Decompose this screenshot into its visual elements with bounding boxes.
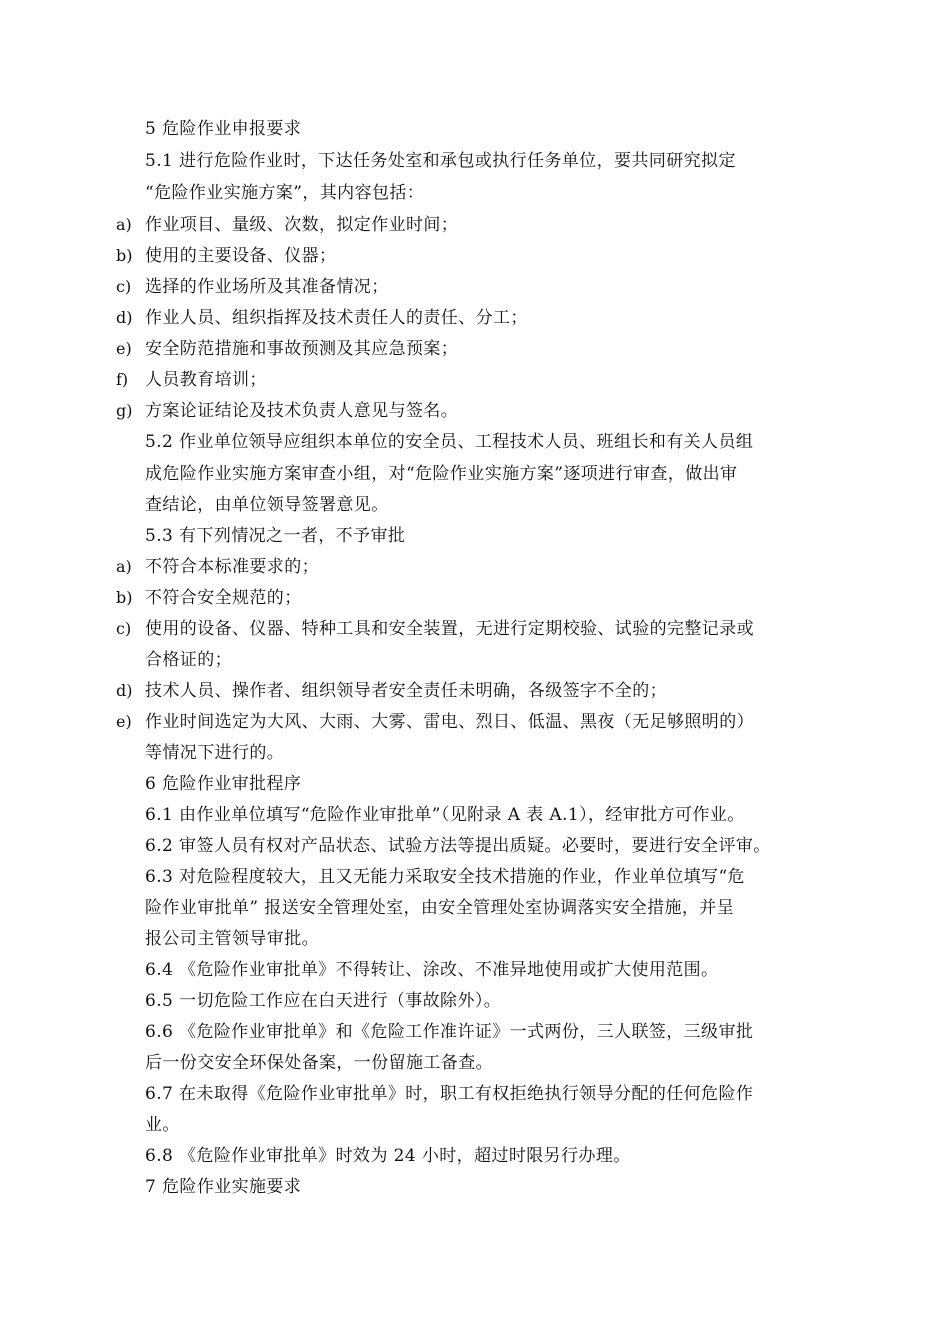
list-item-e: 安全防范措施和事故预测及其应急预案； bbox=[145, 339, 459, 359]
paragraph-6-5: 6.5 一切危险工作应在白天进行（事故除外）。 bbox=[145, 991, 502, 1011]
paragraph-6-3-line-2: 险作业审批单” 报送安全管理处室，由安全管理处室协调落实安全措施，并呈 bbox=[145, 898, 735, 918]
section-7-heading: 7 危险作业实施要求 bbox=[145, 1177, 302, 1197]
list-marker: c) bbox=[116, 277, 132, 296]
paragraph-5-2-line-2: 成危险作业实施方案审查小组，对“危险作业实施方案”逐项进行审查，做出审 bbox=[145, 464, 738, 484]
list-item-a: 不符合本标准要求的； bbox=[145, 557, 319, 577]
list-item-b: 不符合安全规范的； bbox=[145, 588, 302, 608]
list-marker: a) bbox=[116, 557, 132, 576]
section-5-heading: 5 危险作业申报要求 bbox=[145, 119, 302, 139]
list-marker: g) bbox=[116, 401, 133, 420]
list-item-e-line-2: 等情况下进行的。 bbox=[145, 743, 285, 763]
list-marker: d) bbox=[116, 681, 133, 700]
paragraph-6-6-line-1: 6.6 《危险作业审批单》和《危险工作准许证》一式两份，三人联签，三级审批 bbox=[145, 1022, 754, 1042]
list-item-g: 方案论证结论及技术负责人意见与签名。 bbox=[145, 401, 459, 421]
list-marker: f) bbox=[116, 370, 129, 389]
list-marker: b) bbox=[116, 588, 133, 607]
list-item-a: 作业项目、量级、次数，拟定作业时间； bbox=[145, 215, 459, 235]
list-item-d: 作业人员、组织指挥及技术责任人的责任、分工； bbox=[145, 308, 528, 328]
list-item-c-line-2: 合格证的； bbox=[145, 650, 232, 670]
paragraph-5-3: 5.3 有下列情况之一者，不予审批 bbox=[145, 526, 406, 546]
list-item-c-line-1: 使用的设备、仪器、特种工具和安全装置，无进行定期校验、试验的完整记录或 bbox=[145, 619, 754, 639]
list-marker: a) bbox=[116, 215, 132, 234]
list-marker: d) bbox=[116, 308, 133, 327]
paragraph-6-6-line-2: 后一份交安全环保处备案，一份留施工备查。 bbox=[145, 1053, 493, 1073]
list-item-e-line-1: 作业时间选定为大风、大雨、大雾、雷电、烈日、低温、黑夜（无足够照明的） bbox=[145, 712, 754, 732]
list-marker: e) bbox=[116, 339, 132, 358]
paragraph-6-4: 6.4 《危险作业审批单》不得转让、涂改、不准异地使用或扩大使用范围。 bbox=[145, 960, 719, 980]
list-item-c: 选择的作业场所及其准备情况； bbox=[145, 277, 389, 297]
paragraph-5-2-line-1: 5.2 作业单位领导应组织本单位的安全员、工程技术人员、班组长和有关人员组 bbox=[145, 432, 754, 452]
list-marker: c) bbox=[116, 619, 132, 638]
paragraph-6-3-line-3: 报公司主管领导审批。 bbox=[145, 929, 319, 949]
paragraph-6-7-line-2: 业。 bbox=[145, 1115, 180, 1135]
list-marker: b) bbox=[116, 246, 133, 265]
section-6-heading: 6 危险作业审批程序 bbox=[145, 774, 302, 794]
paragraph-5-1-line-2: “危险作业实施方案”，其内容包括： bbox=[145, 183, 425, 203]
paragraph-6-3-line-1: 6.3 对危险程度较大，且又无能力采取安全技术措施的作业，作业单位填写“危 bbox=[145, 867, 745, 887]
list-item-d: 技术人员、操作者、组织领导者安全责任未明确，各级签字不全的； bbox=[145, 681, 667, 701]
paragraph-5-1-line-1: 5.1 进行危险作业时，下达任务处室和承包或执行任务单位，要共同研究拟定 bbox=[145, 151, 736, 171]
list-marker: e) bbox=[116, 712, 132, 731]
paragraph-6-1: 6.1 由作业单位填写“危险作业审批单”（见附录 A 表 A.1），经审批方可作业。 bbox=[145, 805, 745, 825]
list-item-b: 使用的主要设备、仪器； bbox=[145, 246, 337, 266]
paragraph-6-8: 6.8 《危险作业审批单》时效为 24 小时，超过时限另行办理。 bbox=[145, 1146, 631, 1166]
paragraph-6-7-line-1: 6.7 在未取得《危险作业审批单》时，职工有权拒绝执行领导分配的任何危险作 bbox=[145, 1084, 754, 1104]
paragraph-6-2: 6.2 审签人员有权对产品状态、试验方法等提出质疑。必要时，要进行安全评审。 bbox=[145, 836, 771, 856]
list-item-f: 人员教育培训； bbox=[145, 370, 267, 390]
paragraph-5-2-line-3: 查结论，由单位领导签署意见。 bbox=[145, 495, 389, 515]
